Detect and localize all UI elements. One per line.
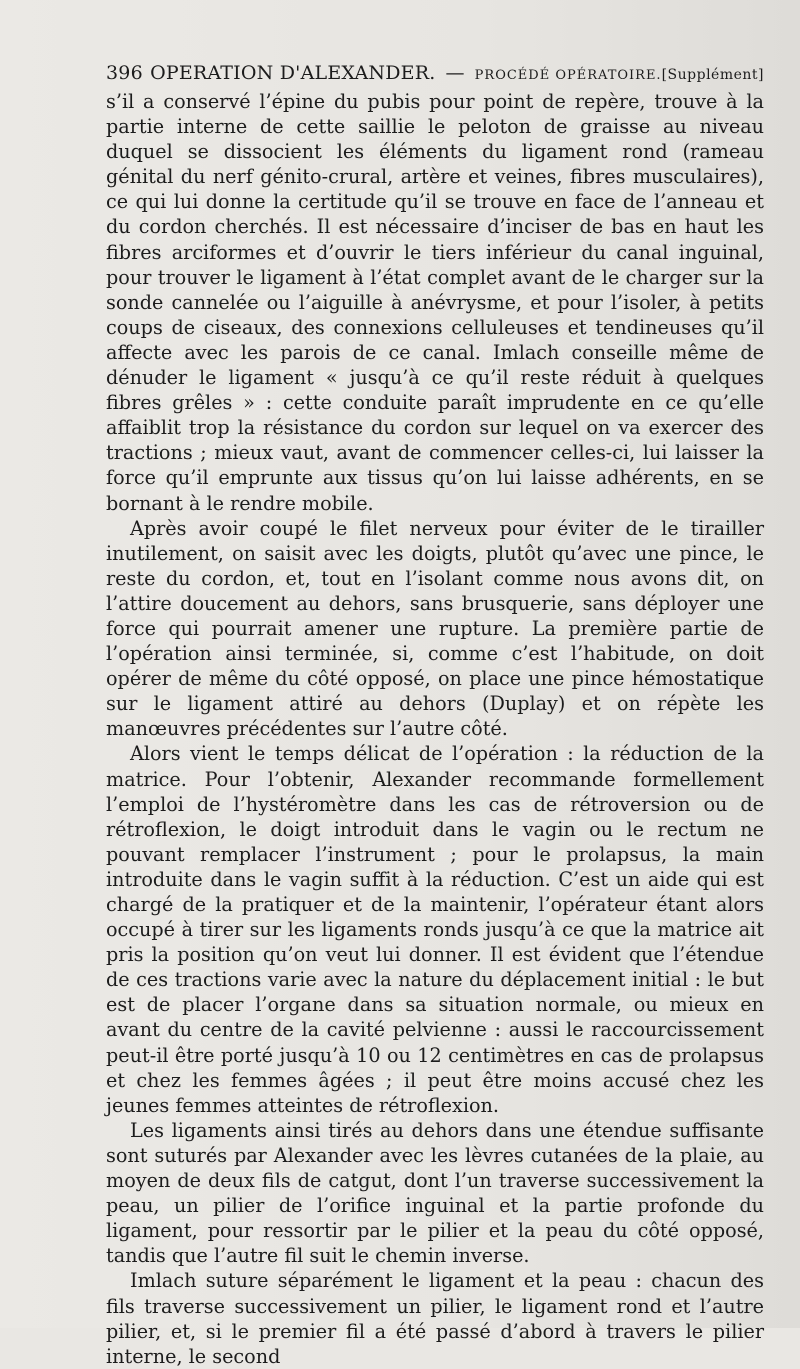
paragraph: Les ligaments ainsi tirés au dehors dans une étendue suffisante sont suturés par Alexander avec les lèvres cutanées de la plaie, au moyen de deux fils de catgut, dont l’un traverse successivement la peau, un pilier de l’orifice inguinal et la partie profonde du ligament, pour ressortir par le pilier et la peau du côté opposé, tandis que l’autre fil suit le chemin inverse. [106, 1118, 764, 1268]
running-subtitle: PROCÉDÉ OPÉRATOIRE. [474, 68, 662, 83]
running-title: OPERATION D'ALEXANDER. [150, 62, 436, 84]
running-dash: — [445, 62, 465, 84]
paragraph-continued: s’il a conservé l’épine du pubis pour point de repère, trouve à la partie interne de cette saillie le peloton de graisse au niveau duquel se dissocient les éléments du ligament rond (rameau génital du nerf génito-crural, artère et veines, fibres musculaires), ce qui lui donne la certitude qu’il se trouve en face de l’anneau et du cordon cherchés. Il est nécessaire d’inciser de bas en haut les fibres arciformes et d’ouvrir le tiers inférieur du canal inguinal, pour trouver le ligament à l’état complet avant de le charger sur la sonde cannelée ou l’aiguille à anévrysme, et pour l’isoler, à petits coups de ciseaux, des connexions celluleuses et tendineuses qu’il affecte avec les parois de ce canal. Imlach conseille même de dénuder le ligament « jusqu’à ce qu’il reste réduit à quelques fibres grêles » : cette conduite paraît imprudente en ce qu’elle affaiblit trop la résistance du cordon sur lequel on va exercer des tractions ; mieux vaut, avant de commencer celles-ci, lui laisser la force qu’il emprunte aux tissus qu’on lui laisse adhérents, en se bornant à le rendre mobile. [106, 90, 764, 515]
section-label: [Supplément] [661, 67, 764, 83]
running-head [106, 62, 764, 87]
page-number: 396 [106, 62, 143, 84]
paragraph: Imlach suture séparément le ligament et la peau : chacun des fils traverse successivement un pilier, le ligament rond et l’autre pilier, et, si le premier fil a été passé d’abord à travers le pilier interne, le second [106, 1269, 764, 1368]
body-text [106, 89, 764, 1369]
paragraph: Alors vient le temps délicat de l’opération : la réduction de la matrice. Pour l’obtenir, Alexander recommande formellement l’emploi de l’hystéromètre dans les cas de rétroversion ou de rétroflexion, le doigt introduit dans le vagin ou le rectum ne pouvant remplacer l’instrument ; pour le prolapsus, la main introduite dans le vagin suffit à la réduction. C’est un aide qui est chargé de la pratiquer et de la maintenir, l’opérateur étant alors occupé à tirer sur les ligaments ronds jusqu’à ce que la matrice ait pris la position qu’on veut lui donner. Il est évident que l’étendue de ces tractions varie avec la nature du déplacement initial : le but est de placer l’organe dans sa situation normale, ou mieux en avant du centre de la cavité pelvienne : aussi le raccourcissement peut-il être porté jusqu’à 10 ou 12 centimètres en cas de prolapsus et chez les femmes âgées ; il peut être moins accusé chez les jeunes femmes atteintes de rétroflexion. [106, 742, 764, 1117]
paragraph: Après avoir coupé le filet nerveux pour éviter de le tirailler inutilement, on saisit avec les doigts, plutôt qu’avec une pince, le reste du cordon, et, tout en l’isolant comme nous avons dit, on l’attire doucement au dehors, sans brusquerie, sans déployer une force qui pourrait amener une rupture. La première partie de l’opération ainsi terminée, si, comme c’est l’habitude, on doit opérer de même du côté opposé, on place une pince hémostatique sur le ligament attiré au dehors (Duplay) et on répète les manœuvres précédentes sur l’autre côté. [106, 516, 764, 741]
